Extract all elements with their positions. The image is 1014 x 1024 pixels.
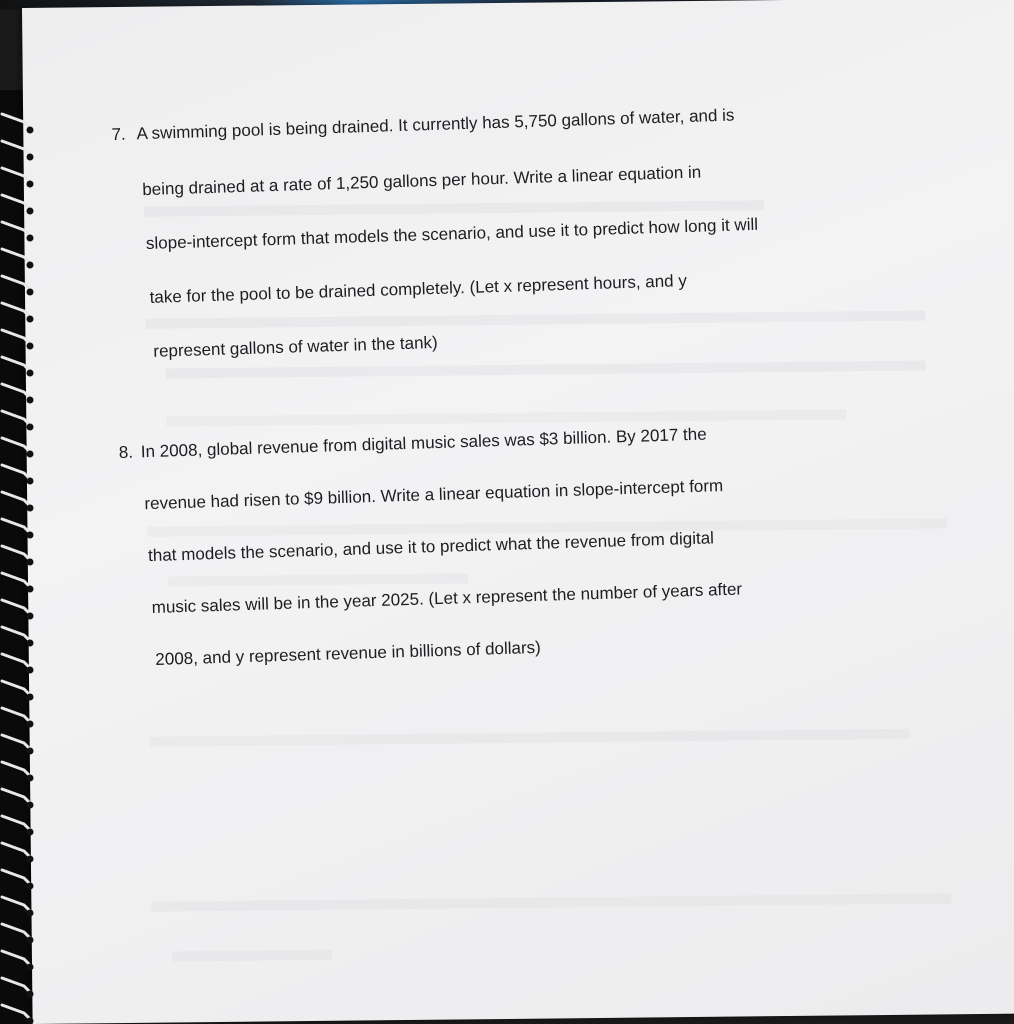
binding-hole bbox=[27, 694, 34, 701]
spiral-coil bbox=[2, 276, 30, 290]
spiral-coil bbox=[2, 627, 30, 641]
show-through-6 bbox=[168, 573, 468, 586]
binding-hole bbox=[27, 343, 34, 350]
binding-hole bbox=[27, 316, 34, 323]
binding-hole bbox=[27, 181, 34, 188]
show-through-2 bbox=[145, 311, 925, 329]
binding-hole bbox=[27, 154, 34, 161]
spiral-coil bbox=[2, 249, 30, 263]
problem-line: take for the pool to be drained completely. (Let x represent hours, and y bbox=[149, 271, 688, 307]
binding-hole bbox=[27, 559, 34, 566]
spiral-coil bbox=[2, 870, 30, 884]
binding-hole bbox=[27, 910, 34, 917]
spiral-binding bbox=[0, 100, 40, 1024]
binding-hole bbox=[27, 478, 34, 485]
show-through-1 bbox=[144, 200, 764, 216]
binding-hole bbox=[27, 937, 34, 944]
spiral-coil bbox=[2, 708, 30, 722]
binding-hole bbox=[27, 262, 34, 269]
spiral-coil bbox=[2, 978, 30, 992]
show-through-4 bbox=[166, 409, 846, 426]
problem-line: revenue had risen to $9 billion. Write a linear equation in slope-intercept form bbox=[144, 476, 724, 514]
spiral-coil bbox=[2, 438, 30, 452]
problem-line: represent gallons of water in the tank) bbox=[153, 332, 438, 361]
spiral-coil bbox=[2, 573, 30, 587]
spiral-coil bbox=[2, 951, 30, 965]
binding-hole bbox=[27, 667, 34, 674]
binding-hole bbox=[27, 775, 34, 782]
binding-hole bbox=[27, 613, 34, 620]
spiral-coil bbox=[2, 600, 30, 614]
binding-hole bbox=[27, 883, 34, 890]
binding-hole bbox=[27, 127, 34, 134]
spiral-coil bbox=[2, 141, 30, 155]
spiral-coil bbox=[2, 546, 30, 560]
binding-hole bbox=[27, 991, 34, 998]
worksheet-page bbox=[22, 0, 1014, 1024]
binding-hole bbox=[27, 370, 34, 377]
spiral-coil bbox=[2, 411, 30, 425]
binding-hole bbox=[27, 208, 34, 215]
spiral-coil bbox=[2, 681, 30, 695]
binding-hole bbox=[27, 532, 34, 539]
spiral-coil bbox=[2, 465, 30, 479]
binding-hole bbox=[27, 640, 34, 647]
binding-hole bbox=[27, 451, 34, 458]
spiral-coil bbox=[2, 816, 30, 830]
spiral-coil bbox=[2, 789, 30, 803]
problem-line: that models the scenario, and use it to predict what the revenue from digital bbox=[147, 528, 715, 566]
spiral-coil bbox=[2, 1005, 30, 1019]
binding-hole bbox=[27, 586, 34, 593]
binding-hole bbox=[27, 289, 34, 296]
problem-line: In 2008, global revenue from digital music sales was $3 billion. By 2017 the bbox=[140, 424, 707, 462]
spiral-coil bbox=[2, 357, 30, 371]
spiral-coil bbox=[2, 168, 30, 182]
binding-hole bbox=[27, 829, 34, 836]
problem-line: music sales will be in the year 2025. (Let x represent the number of years after bbox=[151, 579, 743, 618]
binding-hole bbox=[27, 802, 34, 809]
binding-hole bbox=[27, 397, 34, 404]
show-through-7 bbox=[150, 729, 910, 747]
show-through-8 bbox=[151, 893, 951, 911]
spiral-coil bbox=[2, 519, 30, 533]
problem-line: A swimming pool is being drained. It currently has 5,750 gallons of water, and is bbox=[136, 105, 735, 144]
problem-line: slope-intercept form that models the scenario, and use it to predict how long it will bbox=[145, 214, 759, 254]
binding-hole bbox=[27, 505, 34, 512]
spiral-coil bbox=[2, 843, 30, 857]
show-through-3 bbox=[166, 361, 926, 379]
binding-hole bbox=[27, 235, 34, 242]
spiral-coil bbox=[2, 384, 30, 398]
problem-number: 7. bbox=[111, 124, 127, 145]
spiral-coil bbox=[2, 114, 30, 128]
binding-hole bbox=[27, 424, 34, 431]
spiral-coil bbox=[2, 330, 30, 344]
spiral-coil bbox=[2, 762, 30, 776]
binding-hole bbox=[27, 964, 34, 971]
spiral-coil bbox=[2, 195, 30, 209]
spiral-coil bbox=[2, 222, 30, 236]
binding-hole bbox=[27, 856, 34, 863]
problem-line: 2008, and y represent revenue in billions of dollars) bbox=[155, 637, 542, 669]
spiral-coil bbox=[2, 897, 30, 911]
spiral-coil bbox=[2, 303, 30, 317]
show-through-9 bbox=[172, 950, 332, 962]
spiral-coil bbox=[2, 654, 30, 668]
spiral-coil bbox=[2, 924, 30, 938]
spiral-coil bbox=[2, 492, 30, 506]
spiral-coil bbox=[2, 735, 30, 749]
binding-hole bbox=[27, 721, 34, 728]
problem-line: being drained at a rate of 1,250 gallons per hour. Write a linear equation in bbox=[141, 162, 702, 200]
binding-hole bbox=[27, 748, 34, 755]
problem-number: 8. bbox=[118, 442, 134, 463]
